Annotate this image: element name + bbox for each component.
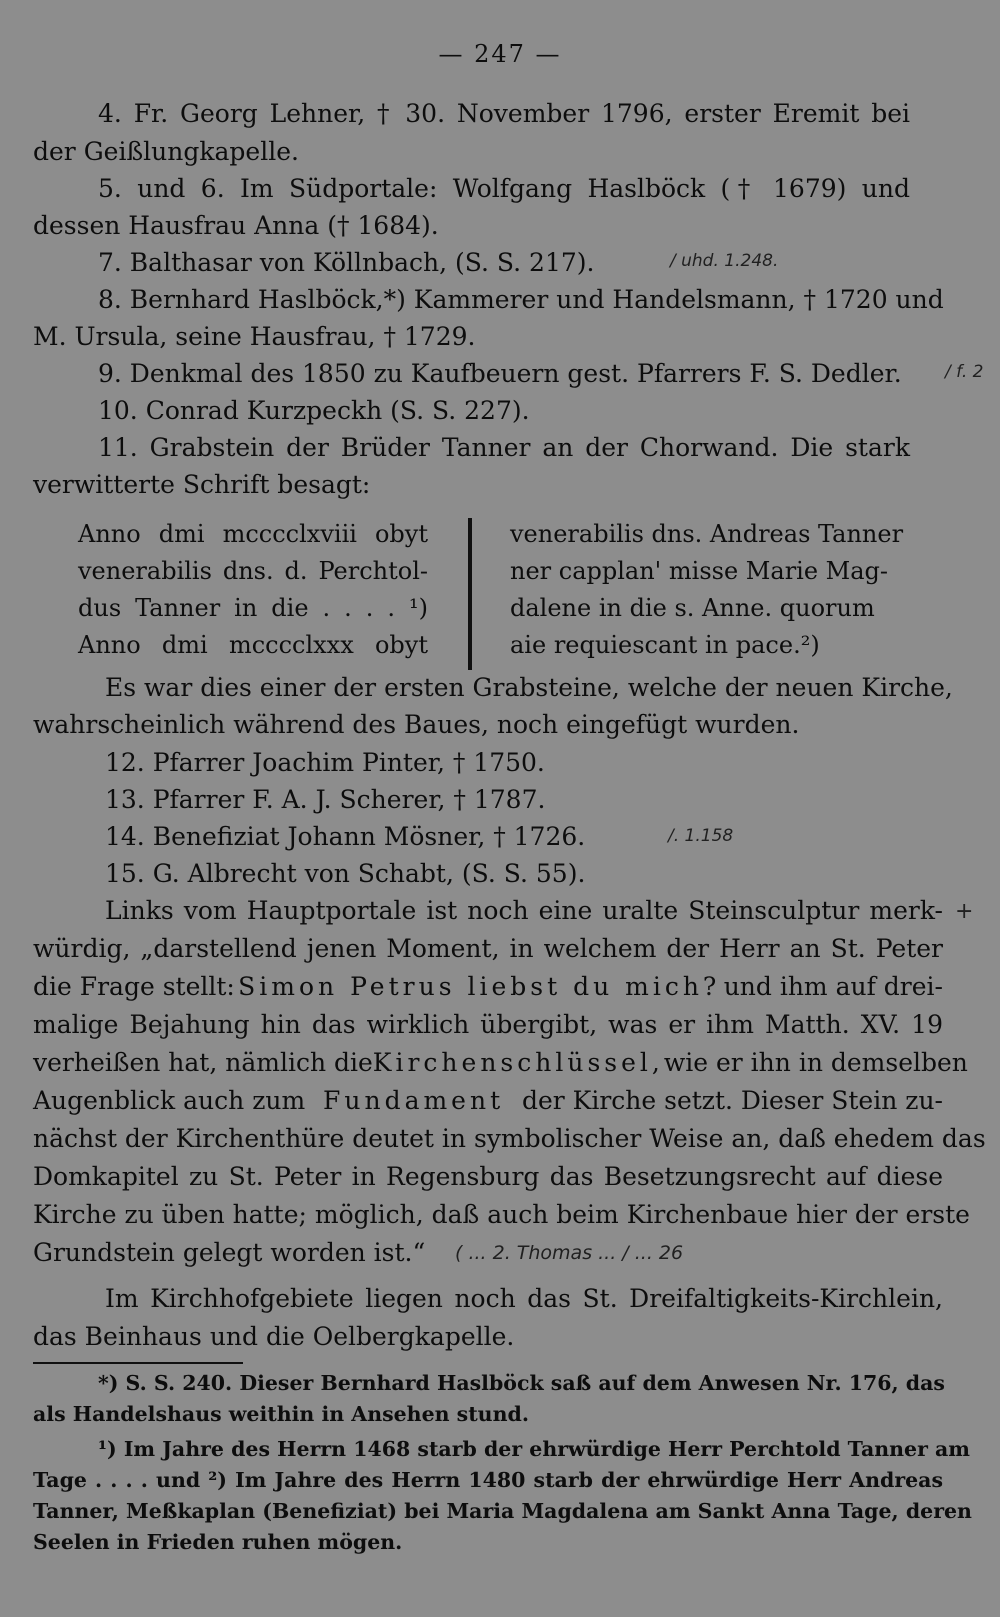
entry-11-line-2: verwitterte Schrift besagt: (33, 470, 371, 499)
paragraph-2-line-8: Domkapitel zu St. Peter in Regensburg das Besetzungsrecht auf diese (33, 1162, 943, 1191)
paragraph-2-line-4: malige Bejahung hin das wirklich übergibt, was er ihm Matth. XV. 19 (33, 1010, 943, 1039)
inscription-right-line-3: dalene in die s. Anne. quorum (510, 594, 875, 622)
entry-5-line-2: dessen Hausfrau Anna († 1684). (33, 211, 439, 240)
handwritten-plus: + (955, 899, 974, 924)
entry-12: 12. Pfarrer Joachim Pinter, † 1750. (105, 748, 545, 777)
paragraph-2-line-6 (33, 1088, 943, 1113)
entry-4-line-1: 4. Fr. Georg Lehner, † 30. November 1796, erster Eremit bei (98, 99, 910, 128)
paragraph-1-line-2: wahrscheinlich während des Baues, noch eingefügt wurden. (33, 710, 800, 739)
paragraph-2-line-3 (33, 974, 943, 999)
line-3-part-c: und ihm auf drei- (723, 972, 943, 1001)
paragraph-2-line-2: würdig, „darstellend jenen Moment, in welchem der Herr an St. Peter (33, 934, 943, 963)
entry-8-line-2: M. Ursula, seine Hausfrau, † 1729. (33, 322, 476, 351)
paragraph-2-line-7: nächst der Kirchenthüre deutet in symbolischer Weise an, daß ehedem das (33, 1124, 986, 1153)
handwritten-note-end: ( ... 2. Thomas ... / ... 26 (455, 1242, 684, 1264)
line-5-part-a: verheißen hat, nämlich die (33, 1048, 373, 1077)
footnote-1-line-1: *) S. S. 240. Dieser Bernhard Haslböck saß auf dem Anwesen Nr. 176, das (98, 1371, 945, 1395)
paragraph-2-line-9: Kirche zu üben hatte; möglich, daß auch beim Kirchenbaue hier der erste (33, 1200, 970, 1229)
paragraph-2-line-5 (33, 1048, 968, 1077)
line-5-part-c: wie er ihn in demselben (663, 1048, 968, 1077)
inscription-right-line-4: aie requiescant in pace.²) (510, 631, 820, 659)
entry-7: 7. Balthasar von Köllnbach, (S. S. 217). (98, 248, 595, 277)
entry-13: 13. Pfarrer F. A. J. Scherer, † 1787. (105, 785, 546, 814)
line-3-part-a: die Frage stellt: (33, 972, 235, 1001)
handwritten-note-9: / f. 2 (945, 362, 984, 382)
entry-4-line-2: der Geißlungkapelle. (33, 137, 299, 166)
emphasis-kirchenschluessel: Kirchenschlüssel, (372, 1048, 664, 1077)
inscription-left-line-3: dus Tanner in die . . . . ¹) (78, 594, 428, 622)
entry-14: 14. Benefiziat Johann Mösner, † 1726. (105, 822, 586, 851)
footnote-2-line-3: Tanner, Meßkaplan (Benefiziat) bei Maria Magdalena am Sankt Anna Tage, deren (33, 1499, 972, 1523)
inscription-left-line-4: Anno dmi mcccclxxx obyt (78, 631, 428, 659)
line-6-part-c: der Kirche setzt. Dieser Stein zu- (521, 1086, 943, 1115)
quoted-question: Simon Petrus liebst du mich? (238, 972, 721, 1001)
entry-10: 10. Conrad Kurzpeckh (S. S. 227). (98, 396, 530, 425)
entry-5-line-1: 5. und 6. Im Südportale: Wolfgang Haslböck († 1679) und (98, 174, 910, 203)
entry-8-line-1: 8. Bernhard Haslböck,*) Kammerer und Handelsmann, † 1720 und (98, 285, 944, 314)
inscription-right-line-2: ner capplan' misse Marie Mag- (510, 557, 889, 585)
paragraph-2-line-1: Links vom Hauptportale ist noch eine uralte Steinsculptur merk- (105, 896, 943, 925)
entry-9: 9. Denkmal des 1850 zu Kaufbeuern gest. Pfarrers F. S. Dedler. (98, 359, 902, 388)
inscription-left-line-2: venerabilis dns. d. Perchtol- (78, 557, 428, 585)
inscription-divider (468, 518, 472, 670)
entry-15: 15. G. Albrecht von Schabt, (S. S. 55). (105, 859, 586, 888)
paragraph-1-line-1: Es war dies einer der ersten Grabsteine, welche der neuen Kirche, (105, 673, 953, 702)
inscription-right-line-1: venerabilis dns. Andreas Tanner (510, 520, 904, 548)
footnote-rule (33, 1362, 243, 1364)
footnote-1-line-2: als Handelshaus weithin in Ansehen stund. (33, 1402, 529, 1426)
footnote-2-line-1: ¹) Im Jahre des Herrn 1468 starb der ehrwürdige Herr Perchtold Tanner am (98, 1437, 971, 1461)
footnote-2-line-4: Seelen in Frieden ruhen mögen. (33, 1530, 403, 1554)
inscription-left-line-1: Anno dmi mcccclxviii obyt (78, 520, 428, 548)
paragraph-3-line-1: Im Kirchhofgebiete liegen noch das St. Dreifaltigkeits-Kirchlein, (105, 1284, 943, 1313)
paragraph-3-line-2: das Beinhaus und die Oelbergkapelle. (33, 1322, 515, 1351)
paragraph-2-line-10: Grundstein gelegt worden ist.“ (33, 1238, 426, 1267)
emphasis-fundament: Fundament (323, 1086, 505, 1115)
handwritten-note-14: /. 1.158 (668, 826, 734, 846)
handwritten-note-7: / uhd. 1.248. (670, 251, 779, 271)
line-6-part-a: Augenblick auch zum (33, 1086, 306, 1115)
page-number: — 247 — (438, 40, 562, 68)
footnote-2-line-2: Tage . . . . und ²) Im Jahre des Herrn 1480 starb der ehrwürdige Herr Andreas (33, 1468, 943, 1492)
entry-11-line-1: 11. Grabstein der Brüder Tanner an der Chorwand. Die stark (98, 433, 910, 462)
